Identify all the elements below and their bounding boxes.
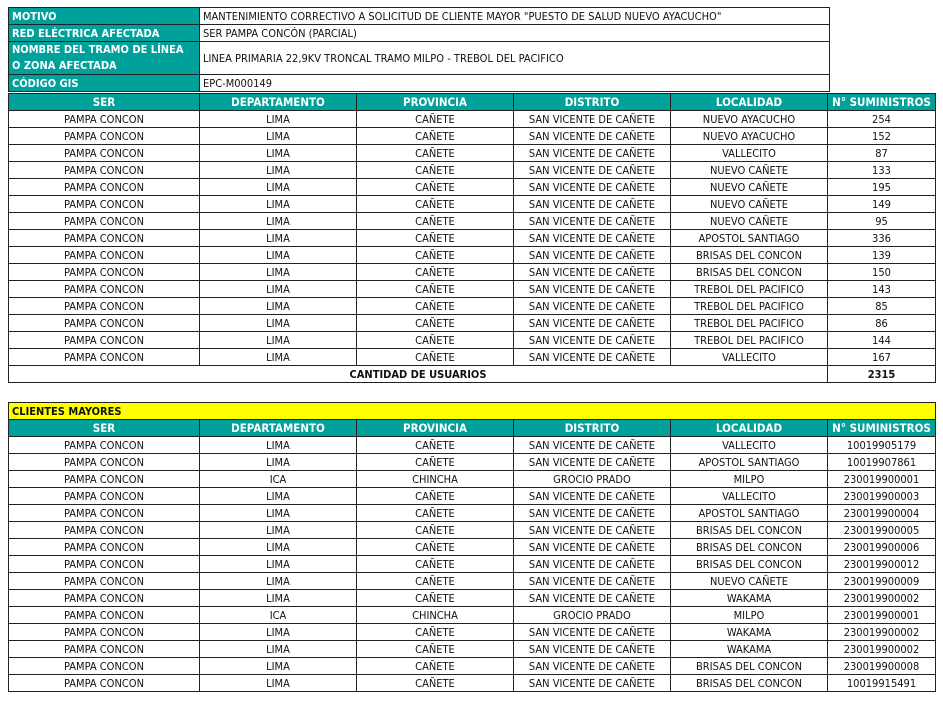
cell-distrito: SAN VICENTE DE CAÑETE: [514, 264, 671, 281]
cell-distrito: SAN VICENTE DE CAÑETE: [514, 641, 671, 658]
cell-departamento: LIMA: [200, 247, 357, 264]
cell-provincia: CAÑETE: [357, 539, 514, 556]
cell-ser: PAMPA CONCON: [9, 641, 200, 658]
cell-provincia: CAÑETE: [357, 658, 514, 675]
cell-provincia: CHINCHA: [357, 607, 514, 624]
cell-provincia: CAÑETE: [357, 128, 514, 145]
cell-provincia: CAÑETE: [357, 298, 514, 315]
table-row: [9, 471, 936, 488]
cell-localidad: NUEVO AYACUCHO: [671, 111, 828, 128]
cell-provincia: CAÑETE: [357, 437, 514, 454]
info-row-motivo: [9, 8, 830, 25]
cell-distrito: SAN VICENTE DE CAÑETE: [514, 505, 671, 522]
table-row: [9, 213, 936, 230]
cell-suministros: 143: [828, 281, 936, 298]
cell-departamento: LIMA: [200, 196, 357, 213]
table-row: [9, 573, 936, 590]
cell-localidad: TREBOL DEL PACIFICO: [671, 298, 828, 315]
cell-departamento: LIMA: [200, 111, 357, 128]
column-header-distrito: DISTRITO: [514, 94, 671, 111]
clientes-mayores-title: CLIENTES MAYORES: [9, 403, 936, 420]
cell-distrito: SAN VICENTE DE CAÑETE: [514, 539, 671, 556]
table-row: [9, 624, 936, 641]
table-row: [9, 128, 936, 145]
cell-suministros: 230019900001: [828, 471, 936, 488]
cell-localidad: BRISAS DEL CONCON: [671, 522, 828, 539]
info-label: [9, 42, 200, 75]
cell-localidad: MILPO: [671, 607, 828, 624]
cell-ser: PAMPA CONCON: [9, 213, 200, 230]
cell-provincia: CAÑETE: [357, 332, 514, 349]
cell-ser: PAMPA CONCON: [9, 196, 200, 213]
table-row: [9, 111, 936, 128]
cell-ser: PAMPA CONCON: [9, 624, 200, 641]
cell-localidad: BRISAS DEL CONCON: [671, 264, 828, 281]
column-header-ser: SER: [9, 94, 200, 111]
cell-distrito: SAN VICENTE DE CAÑETE: [514, 675, 671, 692]
cell-provincia: CAÑETE: [357, 247, 514, 264]
table-row: [9, 247, 936, 264]
cell-localidad: NUEVO CAÑETE: [671, 196, 828, 213]
cell-provincia: CAÑETE: [357, 556, 514, 573]
info-row-red: [9, 25, 830, 42]
cell-distrito: SAN VICENTE DE CAÑETE: [514, 196, 671, 213]
cell-distrito: SAN VICENTE DE CAÑETE: [514, 624, 671, 641]
cell-localidad: NUEVO AYACUCHO: [671, 128, 828, 145]
info-label-line: NOMBRE DEL TRAMO DE LÍNEA: [12, 43, 184, 56]
table-row: [9, 607, 936, 624]
cell-suministros: 230019900002: [828, 590, 936, 607]
cell-localidad: NUEVO CAÑETE: [671, 213, 828, 230]
table-row: [9, 162, 936, 179]
cell-distrito: SAN VICENTE DE CAÑETE: [514, 437, 671, 454]
cell-provincia: CAÑETE: [357, 162, 514, 179]
table-row: [9, 556, 936, 573]
cell-distrito: SAN VICENTE DE CAÑETE: [514, 281, 671, 298]
cell-departamento: LIMA: [200, 624, 357, 641]
outage-info-table: [8, 7, 830, 92]
cell-ser: PAMPA CONCON: [9, 437, 200, 454]
cell-ser: PAMPA CONCON: [9, 658, 200, 675]
cell-departamento: LIMA: [200, 315, 357, 332]
cell-departamento: LIMA: [200, 454, 357, 471]
cell-ser: PAMPA CONCON: [9, 607, 200, 624]
cell-suministros: 254: [828, 111, 936, 128]
total-value: 2315: [828, 366, 936, 383]
cell-suministros: 230019900005: [828, 522, 936, 539]
cell-ser: PAMPA CONCON: [9, 471, 200, 488]
table-row: [9, 641, 936, 658]
cell-suministros: 87: [828, 145, 936, 162]
cell-localidad: NUEVO CAÑETE: [671, 179, 828, 196]
column-header-distrito: DISTRITO: [514, 420, 671, 437]
cell-suministros: 10019915491: [828, 675, 936, 692]
cell-distrito: SAN VICENTE DE CAÑETE: [514, 247, 671, 264]
cell-localidad: NUEVO CAÑETE: [671, 162, 828, 179]
cell-suministros: 230019900002: [828, 624, 936, 641]
cell-provincia: CAÑETE: [357, 505, 514, 522]
cell-provincia: CAÑETE: [357, 573, 514, 590]
cell-ser: PAMPA CONCON: [9, 145, 200, 162]
cell-suministros: 195: [828, 179, 936, 196]
cell-ser: PAMPA CONCON: [9, 281, 200, 298]
cell-departamento: LIMA: [200, 230, 357, 247]
cell-ser: PAMPA CONCON: [9, 505, 200, 522]
cell-ser: PAMPA CONCON: [9, 454, 200, 471]
cell-distrito: SAN VICENTE DE CAÑETE: [514, 179, 671, 196]
cell-localidad: VALLECITO: [671, 488, 828, 505]
cell-ser: PAMPA CONCON: [9, 332, 200, 349]
info-label: MOTIVO: [9, 8, 200, 25]
cell-ser: PAMPA CONCON: [9, 230, 200, 247]
cell-departamento: LIMA: [200, 675, 357, 692]
cell-provincia: CAÑETE: [357, 196, 514, 213]
cell-distrito: SAN VICENTE DE CAÑETE: [514, 590, 671, 607]
cell-provincia: CAÑETE: [357, 281, 514, 298]
cell-departamento: LIMA: [200, 332, 357, 349]
cell-departamento: LIMA: [200, 590, 357, 607]
cell-provincia: CAÑETE: [357, 675, 514, 692]
cell-suministros: 230019900003: [828, 488, 936, 505]
cell-departamento: LIMA: [200, 145, 357, 162]
cell-departamento: LIMA: [200, 573, 357, 590]
cell-distrito: GROCIO PRADO: [514, 471, 671, 488]
table-row: [9, 658, 936, 675]
cell-ser: PAMPA CONCON: [9, 349, 200, 366]
table-row: [9, 349, 936, 366]
cell-ser: PAMPA CONCON: [9, 128, 200, 145]
column-header-row: [9, 420, 936, 437]
cell-distrito: SAN VICENTE DE CAÑETE: [514, 522, 671, 539]
cell-suministros: 167: [828, 349, 936, 366]
cell-provincia: CAÑETE: [357, 590, 514, 607]
cell-localidad: VALLECITO: [671, 437, 828, 454]
cell-suministros: 230019900002: [828, 641, 936, 658]
cell-departamento: LIMA: [200, 522, 357, 539]
cell-distrito: SAN VICENTE DE CAÑETE: [514, 315, 671, 332]
cell-departamento: LIMA: [200, 179, 357, 196]
cell-suministros: 152: [828, 128, 936, 145]
info-row-gis: [9, 75, 830, 92]
cell-departamento: LIMA: [200, 298, 357, 315]
table-row: [9, 196, 936, 213]
cell-ser: PAMPA CONCON: [9, 162, 200, 179]
info-label: CÓDIGO GIS: [9, 75, 200, 92]
cell-provincia: CAÑETE: [357, 179, 514, 196]
table-row: [9, 505, 936, 522]
cell-suministros: 95: [828, 213, 936, 230]
cell-suministros: 230019900004: [828, 505, 936, 522]
cell-suministros: 10019905179: [828, 437, 936, 454]
cell-ser: PAMPA CONCON: [9, 315, 200, 332]
total-row: [9, 366, 936, 383]
cell-localidad: BRISAS DEL CONCON: [671, 539, 828, 556]
cell-localidad: VALLECITO: [671, 145, 828, 162]
cell-ser: PAMPA CONCON: [9, 247, 200, 264]
cell-localidad: TREBOL DEL PACIFICO: [671, 332, 828, 349]
table-row: [9, 539, 936, 556]
cell-distrito: SAN VICENTE DE CAÑETE: [514, 349, 671, 366]
cell-departamento: LIMA: [200, 128, 357, 145]
cell-localidad: VALLECITO: [671, 349, 828, 366]
cell-distrito: SAN VICENTE DE CAÑETE: [514, 332, 671, 349]
info-value: LINEA PRIMARIA 22,9KV TRONCAL TRAMO MILPO - TREBOL DEL PACIFICO: [200, 42, 830, 75]
cell-localidad: APOSTOL SANTIAGO: [671, 230, 828, 247]
cell-suministros: 144: [828, 332, 936, 349]
cell-provincia: CAÑETE: [357, 264, 514, 281]
info-row-tramo: [9, 42, 830, 75]
cell-provincia: CAÑETE: [357, 454, 514, 471]
cell-distrito: GROCIO PRADO: [514, 607, 671, 624]
table-row: [9, 454, 936, 471]
column-header-ser: SER: [9, 420, 200, 437]
cell-ser: PAMPA CONCON: [9, 590, 200, 607]
cell-departamento: LIMA: [200, 281, 357, 298]
table-row: [9, 281, 936, 298]
cell-localidad: NUEVO CAÑETE: [671, 573, 828, 590]
cell-provincia: CAÑETE: [357, 522, 514, 539]
table-row: [9, 522, 936, 539]
column-header-departamento: DEPARTAMENTO: [200, 420, 357, 437]
cell-suministros: 230019900008: [828, 658, 936, 675]
cell-distrito: SAN VICENTE DE CAÑETE: [514, 454, 671, 471]
cell-localidad: TREBOL DEL PACIFICO: [671, 315, 828, 332]
cell-suministros: 336: [828, 230, 936, 247]
table-row: [9, 298, 936, 315]
table-row: [9, 145, 936, 162]
table-row: [9, 264, 936, 281]
cell-suministros: 10019907861: [828, 454, 936, 471]
info-value: EPC-M000149: [200, 75, 830, 92]
table-row: [9, 315, 936, 332]
cell-departamento: LIMA: [200, 641, 357, 658]
cell-ser: PAMPA CONCON: [9, 675, 200, 692]
table-row: [9, 179, 936, 196]
cell-departamento: LIMA: [200, 213, 357, 230]
cell-localidad: APOSTOL SANTIAGO: [671, 505, 828, 522]
cell-localidad: BRISAS DEL CONCON: [671, 247, 828, 264]
cell-ser: PAMPA CONCON: [9, 488, 200, 505]
cell-localidad: BRISAS DEL CONCON: [671, 675, 828, 692]
cell-distrito: SAN VICENTE DE CAÑETE: [514, 298, 671, 315]
cell-suministros: 139: [828, 247, 936, 264]
cell-distrito: SAN VICENTE DE CAÑETE: [514, 573, 671, 590]
cell-departamento: LIMA: [200, 488, 357, 505]
cell-departamento: LIMA: [200, 264, 357, 281]
cell-distrito: SAN VICENTE DE CAÑETE: [514, 128, 671, 145]
cell-provincia: CAÑETE: [357, 349, 514, 366]
cell-distrito: SAN VICENTE DE CAÑETE: [514, 145, 671, 162]
cell-localidad: BRISAS DEL CONCON: [671, 556, 828, 573]
cell-suministros: 230019900012: [828, 556, 936, 573]
clientes-mayores-table: [8, 402, 936, 692]
column-header-provincia: PROVINCIA: [357, 94, 514, 111]
cell-provincia: CAÑETE: [357, 213, 514, 230]
info-value: MANTENIMIENTO CORRECTIVO A SOLICITUD DE CLIENTE MAYOR "PUESTO DE SALUD NUEVO AYACUCHO": [200, 8, 830, 25]
cell-distrito: SAN VICENTE DE CAÑETE: [514, 658, 671, 675]
table-row: [9, 230, 936, 247]
cell-departamento: ICA: [200, 471, 357, 488]
cell-distrito: SAN VICENTE DE CAÑETE: [514, 162, 671, 179]
cell-departamento: LIMA: [200, 539, 357, 556]
column-header-localidad: LOCALIDAD: [671, 94, 828, 111]
cell-localidad: MILPO: [671, 471, 828, 488]
cell-ser: PAMPA CONCON: [9, 111, 200, 128]
cell-departamento: LIMA: [200, 658, 357, 675]
cell-departamento: LIMA: [200, 505, 357, 522]
cell-distrito: SAN VICENTE DE CAÑETE: [514, 556, 671, 573]
cell-provincia: CAÑETE: [357, 230, 514, 247]
cell-localidad: TREBOL DEL PACIFICO: [671, 281, 828, 298]
cell-provincia: CHINCHA: [357, 471, 514, 488]
cell-departamento: LIMA: [200, 162, 357, 179]
column-header-localidad: LOCALIDAD: [671, 420, 828, 437]
cell-ser: PAMPA CONCON: [9, 556, 200, 573]
cell-ser: PAMPA CONCON: [9, 179, 200, 196]
cell-suministros: 230019900006: [828, 539, 936, 556]
cell-provincia: CAÑETE: [357, 641, 514, 658]
clientes-mayores-title-row: [9, 403, 936, 420]
cell-departamento: LIMA: [200, 349, 357, 366]
cell-distrito: SAN VICENTE DE CAÑETE: [514, 488, 671, 505]
info-label-line: O ZONA AFECTADA: [12, 59, 117, 72]
cell-provincia: CAÑETE: [357, 111, 514, 128]
info-value: SER PAMPA CONCÓN (PARCIAL): [200, 25, 830, 42]
cell-localidad: APOSTOL SANTIAGO: [671, 454, 828, 471]
cell-ser: PAMPA CONCON: [9, 573, 200, 590]
column-header-provincia: PROVINCIA: [357, 420, 514, 437]
table-row: [9, 590, 936, 607]
column-header-departamento: DEPARTAMENTO: [200, 94, 357, 111]
cell-ser: PAMPA CONCON: [9, 298, 200, 315]
cell-suministros: 85: [828, 298, 936, 315]
suministros-table: [8, 93, 936, 383]
cell-suministros: 86: [828, 315, 936, 332]
cell-localidad: WAKAMA: [671, 590, 828, 607]
cell-provincia: CAÑETE: [357, 488, 514, 505]
cell-provincia: CAÑETE: [357, 315, 514, 332]
cell-localidad: WAKAMA: [671, 641, 828, 658]
column-header-suministros: N° SUMINISTROS: [828, 420, 936, 437]
cell-provincia: CAÑETE: [357, 624, 514, 641]
cell-ser: PAMPA CONCON: [9, 539, 200, 556]
cell-suministros: 150: [828, 264, 936, 281]
cell-localidad: BRISAS DEL CONCON: [671, 658, 828, 675]
cell-departamento: LIMA: [200, 556, 357, 573]
cell-distrito: SAN VICENTE DE CAÑETE: [514, 111, 671, 128]
cell-departamento: ICA: [200, 607, 357, 624]
table-row: [9, 675, 936, 692]
cell-localidad: WAKAMA: [671, 624, 828, 641]
table-row: [9, 488, 936, 505]
cell-ser: PAMPA CONCON: [9, 522, 200, 539]
cell-suministros: 149: [828, 196, 936, 213]
cell-distrito: SAN VICENTE DE CAÑETE: [514, 230, 671, 247]
cell-suministros: 230019900009: [828, 573, 936, 590]
column-header-row: [9, 94, 936, 111]
cell-departamento: LIMA: [200, 437, 357, 454]
cell-ser: PAMPA CONCON: [9, 264, 200, 281]
info-label: RED ELÉCTRICA AFECTADA: [9, 25, 200, 42]
cell-suministros: 133: [828, 162, 936, 179]
cell-provincia: CAÑETE: [357, 145, 514, 162]
cell-suministros: 230019900001: [828, 607, 936, 624]
total-label: CANTIDAD DE USUARIOS: [9, 366, 828, 383]
column-header-suministros: N° SUMINISTROS: [828, 94, 936, 111]
table-row: [9, 437, 936, 454]
table-row: [9, 332, 936, 349]
cell-distrito: SAN VICENTE DE CAÑETE: [514, 213, 671, 230]
